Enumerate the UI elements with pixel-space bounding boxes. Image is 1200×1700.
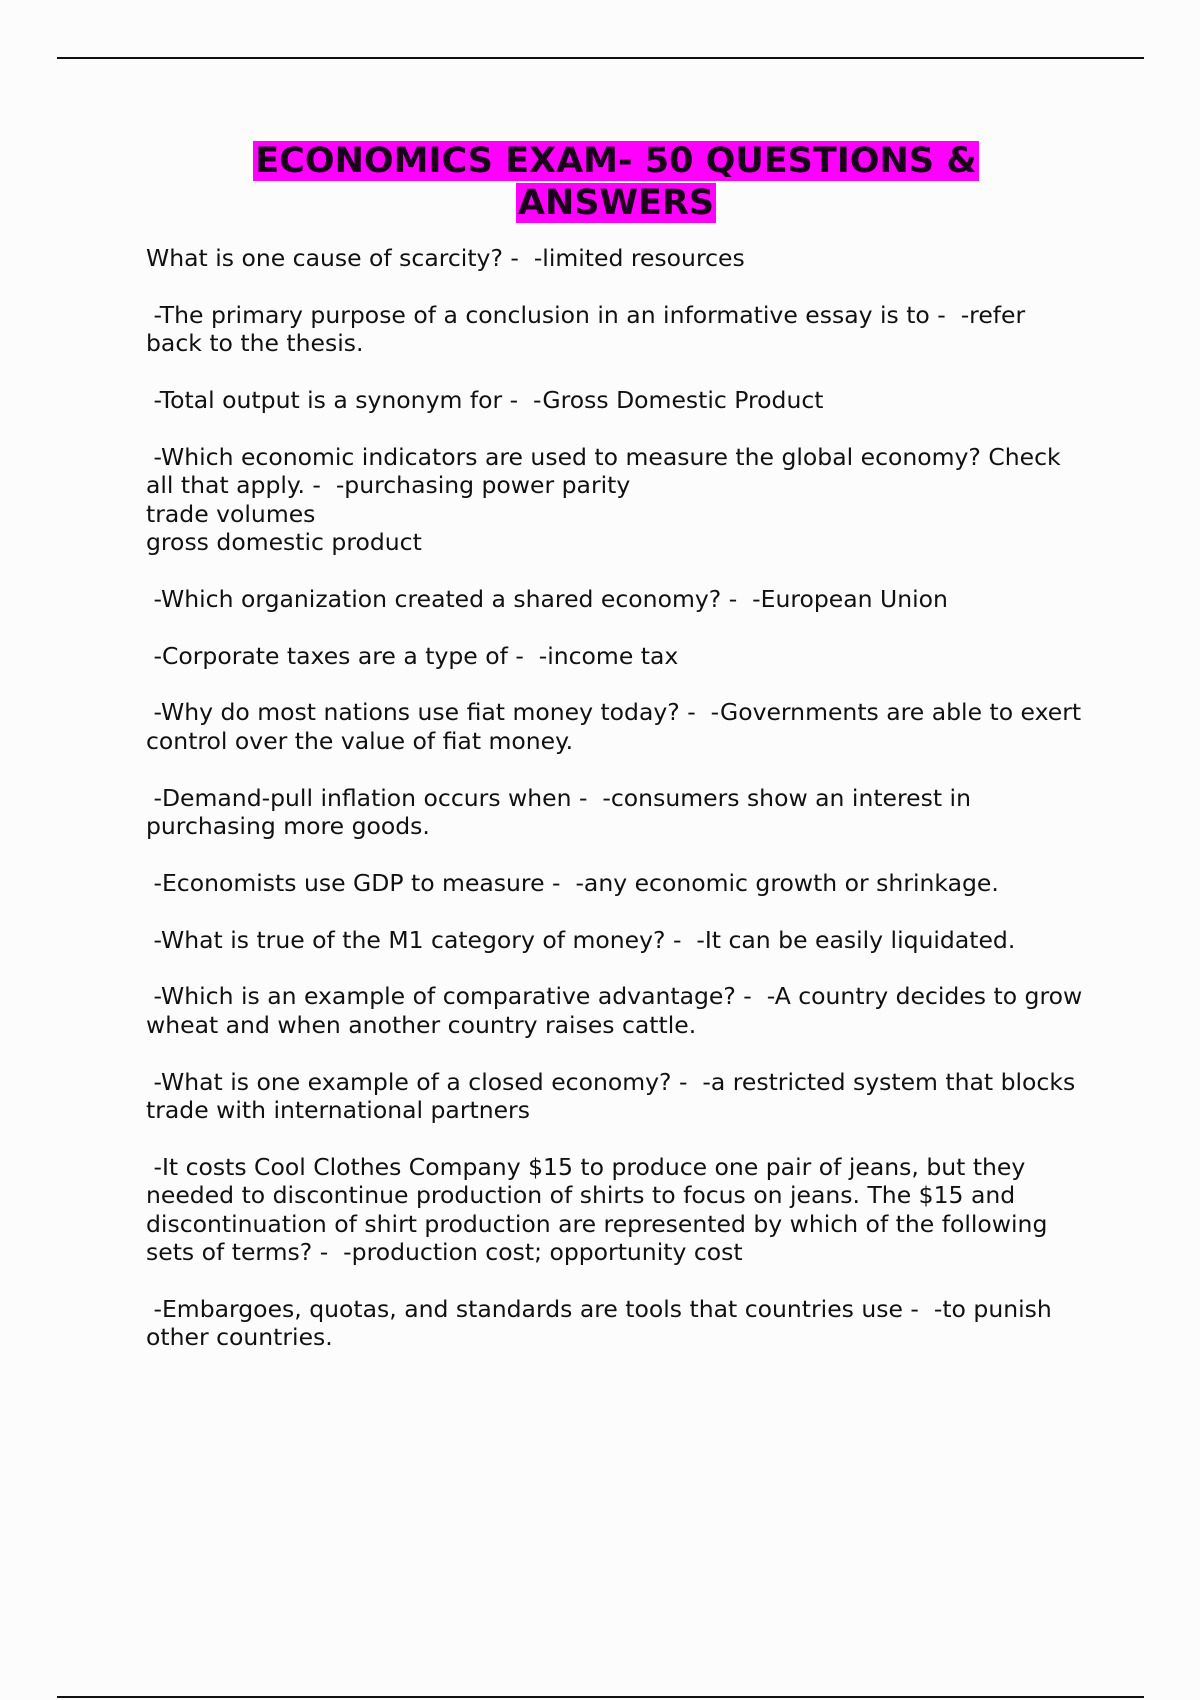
qa-item <box>146 244 1086 272</box>
qa-item <box>146 443 1086 557</box>
question-text: -Why do most nations use fiat money today? - <box>146 698 711 727</box>
answer-text: -It can be easily liquidated. <box>696 925 1016 954</box>
question-text: -Which organization created a shared economy? - <box>146 584 753 613</box>
answer-extra-line: trade volumes <box>146 499 316 528</box>
question-text: -Embargoes, quotas, and standards are tools that countries use - <box>146 1294 934 1323</box>
answer-text: -income tax <box>538 641 679 670</box>
question-text: -Which is an example of comparative advantage? - <box>146 982 767 1011</box>
answer-text: -to punish other countries. <box>146 1294 1060 1352</box>
qa-item <box>146 642 1086 670</box>
footer-rule <box>57 1696 1144 1698</box>
answer-text: -limited resources <box>533 244 745 272</box>
question-text: -Total output is a synonym for - <box>146 386 534 414</box>
qa-item <box>146 869 1086 897</box>
question-text: -What is true of the M1 category of money? - <box>146 925 697 954</box>
header-rule <box>57 57 1144 59</box>
document-body <box>146 140 1090 1380</box>
answer-text: -Governments are able to exert control over the value of fiat money. <box>146 698 1089 755</box>
question-text: -What is one example of a closed economy? - <box>146 1067 703 1096</box>
answer-text: -A country decides to grow wheat and when another country raises cattle. <box>146 982 1090 1039</box>
answer-text: -refer back to the thesis. <box>146 300 1033 358</box>
answer-text: -a restricted system that blocks trade with international partners <box>146 1067 1083 1125</box>
question-text: What is one cause of scarcity? - <box>146 244 534 272</box>
question-text: -Corporate taxes are a type of - <box>146 641 539 670</box>
qa-item <box>146 301 1086 358</box>
answer-text: -consumers show an interest in purchasing more goods. <box>146 783 979 841</box>
title-line-1: ECONOMICS EXAM- 50 QUESTIONS & <box>255 141 977 181</box>
qa-item <box>146 585 1086 613</box>
document-title <box>146 140 1086 224</box>
qa-item <box>146 1068 1086 1125</box>
question-text: -The primary purpose of a conclusion in an informative essay is to - <box>146 300 961 329</box>
answer-text: -European Union <box>752 584 948 613</box>
qa-item <box>146 982 1090 1039</box>
qa-item <box>146 386 1086 414</box>
title-line-2: ANSWERS <box>517 183 715 223</box>
qa-item <box>146 784 1086 841</box>
question-text: -Economists use GDP to measure - <box>146 868 576 897</box>
qa-list <box>146 244 1090 1352</box>
question-text: -Which economic indicators are used to measure the global economy? Check all that apply. - <box>146 442 1069 500</box>
qa-item <box>146 1295 1086 1352</box>
answer-text: -Gross Domestic Product <box>533 386 824 414</box>
answer-text: -production cost; opportunity cost <box>343 1238 743 1267</box>
qa-item <box>146 1153 1086 1267</box>
question-text: -It costs Cool Clothes Company $15 to produce one pair of jeans, but they needed to discontinue production of shirts to focus on jeans. The $15 and discontinuation of shirt production are represented by which of the following sets of terms? - <box>146 1152 1055 1267</box>
answer-extra-line: gross domestic product <box>146 528 422 557</box>
qa-item <box>146 698 1089 755</box>
qa-item <box>146 926 1086 954</box>
question-text: -Demand-pull inflation occurs when - <box>146 783 603 812</box>
answer-text: -purchasing power parity <box>335 471 631 500</box>
answer-text: -any economic growth or shrinkage. <box>575 868 999 897</box>
